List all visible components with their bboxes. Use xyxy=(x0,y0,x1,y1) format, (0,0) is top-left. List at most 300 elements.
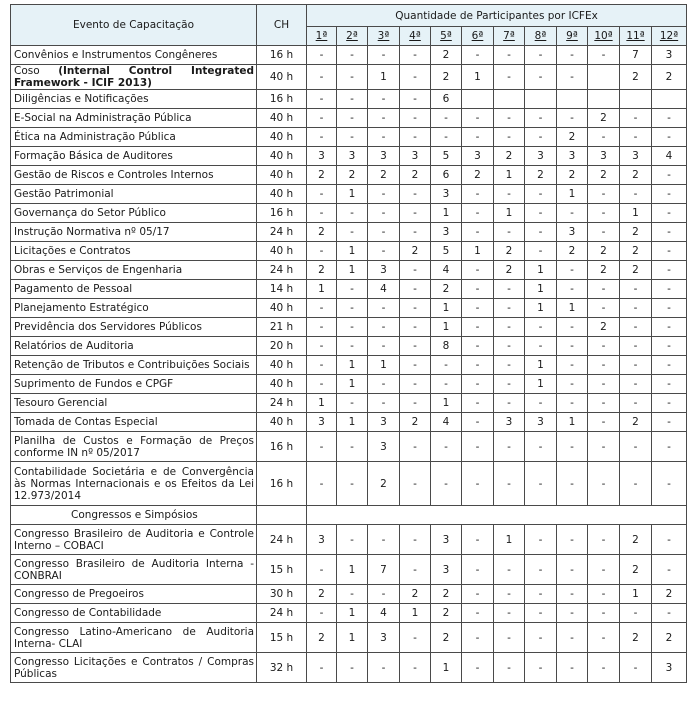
workload-cell: 20 h xyxy=(257,337,307,356)
participants-cell: - xyxy=(307,185,337,204)
event-cell: Congresso Licitações e Contratos / Compras Públicas xyxy=(11,653,257,683)
workload-cell: 15 h xyxy=(257,623,307,653)
participants-cell: 1 xyxy=(431,653,462,683)
participants-cell: 1 xyxy=(620,585,652,604)
participants-cell: 1 xyxy=(337,623,368,653)
header-icfex-2 xyxy=(337,27,368,46)
participants-cell: 3 xyxy=(462,147,494,166)
participants-cell: - xyxy=(368,242,400,261)
participants-cell: 2 xyxy=(588,261,620,280)
header-ch: CH xyxy=(257,5,307,46)
participants-cell: 3 xyxy=(368,413,400,432)
participants-cell: - xyxy=(525,604,557,623)
participants-cell: - xyxy=(557,432,588,462)
participants-cell: 3 xyxy=(307,525,337,555)
participants-cell: - xyxy=(307,462,337,506)
participants-cell: - xyxy=(557,356,588,375)
participants-cell: - xyxy=(368,299,400,318)
participants-cell: - xyxy=(337,46,368,65)
participants-cell xyxy=(588,90,620,109)
participants-cell: 7 xyxy=(620,46,652,65)
participants-cell: - xyxy=(494,109,525,128)
participants-cell: 2 xyxy=(620,623,652,653)
participants-cell: - xyxy=(400,46,431,65)
participants-cell: - xyxy=(368,375,400,394)
workload-cell: 16 h xyxy=(257,90,307,109)
participants-cell: 3 xyxy=(400,147,431,166)
participants-cell: - xyxy=(557,204,588,223)
participants-cell: 2 xyxy=(368,166,400,185)
participants-cell: - xyxy=(588,337,620,356)
participants-cell: - xyxy=(462,299,494,318)
participants-cell: 1 xyxy=(368,356,400,375)
participants-cell: 3 xyxy=(337,147,368,166)
participants-cell: - xyxy=(557,280,588,299)
participants-cell: 3 xyxy=(368,261,400,280)
participants-cell: - xyxy=(494,653,525,683)
participants-cell: - xyxy=(307,356,337,375)
table-row xyxy=(11,462,687,506)
participants-cell: - xyxy=(400,375,431,394)
table-row xyxy=(11,65,687,90)
participants-cell: - xyxy=(652,204,687,223)
participants-cell: - xyxy=(462,185,494,204)
participants-cell: 2 xyxy=(620,261,652,280)
participants-cell: - xyxy=(337,128,368,147)
workload-cell: 16 h xyxy=(257,462,307,506)
participants-cell: - xyxy=(588,185,620,204)
participants-cell: - xyxy=(462,623,494,653)
participants-cell: - xyxy=(525,462,557,506)
participants-cell: - xyxy=(462,109,494,128)
event-cell: Relatórios de Auditoria xyxy=(11,337,257,356)
table-row xyxy=(11,525,687,555)
participants-cell: 2 xyxy=(525,166,557,185)
participants-cell: - xyxy=(307,65,337,90)
participants-cell: 8 xyxy=(431,337,462,356)
participants-cell: 1 xyxy=(337,261,368,280)
participants-cell: 1 xyxy=(307,280,337,299)
participants-cell: 2 xyxy=(652,623,687,653)
event-cell: Suprimento de Fundos e CPGF xyxy=(11,375,257,394)
participants-cell: - xyxy=(494,223,525,242)
workload-cell: 40 h xyxy=(257,413,307,432)
event-cell: Planilha de Custos e Formação de Preços conforme IN nº 05/2017 xyxy=(11,432,257,462)
participants-cell: 5 xyxy=(431,147,462,166)
participants-cell: 1 xyxy=(337,555,368,585)
participants-cell: - xyxy=(462,653,494,683)
table-row xyxy=(11,318,687,337)
participants-cell: 4 xyxy=(368,280,400,299)
header-icfex-1 xyxy=(307,27,337,46)
participants-cell: - xyxy=(652,242,687,261)
participants-cell: 4 xyxy=(431,413,462,432)
participants-cell: - xyxy=(494,623,525,653)
participants-cell: - xyxy=(307,90,337,109)
participants-cell: 2 xyxy=(431,46,462,65)
participants-cell: - xyxy=(494,46,525,65)
participants-cell: - xyxy=(525,204,557,223)
participants-cell: - xyxy=(337,653,368,683)
participants-cell: 2 xyxy=(337,166,368,185)
table-row xyxy=(11,337,687,356)
workload-cell: 24 h xyxy=(257,261,307,280)
participants-cell: - xyxy=(307,555,337,585)
participants-cell: - xyxy=(400,204,431,223)
participants-cell: 2 xyxy=(494,242,525,261)
participants-cell: - xyxy=(337,318,368,337)
participants-cell: - xyxy=(337,299,368,318)
participants-cell: - xyxy=(557,653,588,683)
participants-cell: - xyxy=(337,462,368,506)
participants-cell: - xyxy=(337,585,368,604)
participants-cell: 2 xyxy=(588,318,620,337)
participants-cell: - xyxy=(620,318,652,337)
participants-cell: - xyxy=(557,65,588,90)
header-icfex-11 xyxy=(620,27,652,46)
header-icfex-9 xyxy=(557,27,588,46)
participants-cell: - xyxy=(588,413,620,432)
participants-cell: - xyxy=(462,356,494,375)
participants-cell: - xyxy=(525,432,557,462)
participants-cell: - xyxy=(557,109,588,128)
participants-cell: - xyxy=(588,462,620,506)
event-cell: Gestão Patrimonial xyxy=(11,185,257,204)
participants-cell: - xyxy=(307,337,337,356)
participants-cell: - xyxy=(557,462,588,506)
participants-cell: 2 xyxy=(431,585,462,604)
event-cell xyxy=(11,65,257,90)
participants-cell: - xyxy=(588,623,620,653)
participants-cell: - xyxy=(368,46,400,65)
participants-cell: - xyxy=(652,128,687,147)
participants-cell xyxy=(620,90,652,109)
participants-cell: 2 xyxy=(620,166,652,185)
participants-cell: 1 xyxy=(337,356,368,375)
participants-cell xyxy=(652,90,687,109)
participants-cell: - xyxy=(652,261,687,280)
workload-cell: 15 h xyxy=(257,555,307,585)
participants-cell: 1 xyxy=(525,280,557,299)
participants-cell: 3 xyxy=(368,623,400,653)
event-cell: Convênios e Instrumentos Congêneres xyxy=(11,46,257,65)
participants-cell: 1 xyxy=(557,185,588,204)
participants-cell: - xyxy=(588,299,620,318)
participants-cell: - xyxy=(652,280,687,299)
participants-cell: 1 xyxy=(431,394,462,413)
header-icfex-12 xyxy=(652,27,687,46)
participants-cell: - xyxy=(620,299,652,318)
participants-cell: - xyxy=(588,585,620,604)
participants-cell: - xyxy=(400,623,431,653)
participants-cell: - xyxy=(588,280,620,299)
participants-cell: - xyxy=(494,585,525,604)
participants-cell: - xyxy=(557,585,588,604)
workload-cell: 16 h xyxy=(257,46,307,65)
table-row xyxy=(11,109,687,128)
participants-cell: - xyxy=(462,555,494,585)
header-icfex-label: 9ª xyxy=(566,30,578,42)
participants-cell: 4 xyxy=(431,261,462,280)
participants-cell: - xyxy=(588,204,620,223)
participants-cell: 2 xyxy=(368,462,400,506)
participants-cell: - xyxy=(462,394,494,413)
participants-table-sheet xyxy=(10,4,686,683)
participants-cell: 2 xyxy=(557,242,588,261)
participants-cell: - xyxy=(462,375,494,394)
table-row xyxy=(11,147,687,166)
participants-cell: - xyxy=(525,223,557,242)
participants-cell: - xyxy=(307,375,337,394)
table-row xyxy=(11,604,687,623)
header-icfex-8 xyxy=(525,27,557,46)
participants-cell: - xyxy=(588,653,620,683)
participants-cell xyxy=(588,65,620,90)
participants-cell: - xyxy=(494,128,525,147)
participants-cell: 1 xyxy=(557,299,588,318)
workload-cell: 24 h xyxy=(257,525,307,555)
participants-cell: 2 xyxy=(494,147,525,166)
participants-cell: - xyxy=(494,318,525,337)
event-cell: Pagamento de Pessoal xyxy=(11,280,257,299)
event-cell: Congresso de Pregoeiros xyxy=(11,585,257,604)
participants-cell: - xyxy=(652,604,687,623)
participants-cell: - xyxy=(462,318,494,337)
participants-cell: - xyxy=(557,375,588,394)
event-cell: Diligências e Notificações xyxy=(11,90,257,109)
participants-cell: - xyxy=(525,585,557,604)
participants-cell: - xyxy=(525,128,557,147)
workload-cell: 16 h xyxy=(257,204,307,223)
event-cell: Tesouro Gerencial xyxy=(11,394,257,413)
header-icfex-5 xyxy=(431,27,462,46)
participants-cell: 1 xyxy=(494,204,525,223)
participants-cell: 3 xyxy=(431,223,462,242)
participants-cell: 2 xyxy=(462,166,494,185)
header-icfex-label: 6ª xyxy=(471,30,484,42)
section-ch-empty xyxy=(257,506,307,525)
participants-cell: - xyxy=(368,204,400,223)
participants-cell: - xyxy=(557,394,588,413)
participants-cell: - xyxy=(557,604,588,623)
participants-cell: 3 xyxy=(588,147,620,166)
participants-cell: - xyxy=(400,432,431,462)
workload-cell: 40 h xyxy=(257,356,307,375)
participants-cell: - xyxy=(620,337,652,356)
participants-cell: - xyxy=(652,356,687,375)
participants-cell: - xyxy=(525,394,557,413)
participants-cell: 2 xyxy=(588,109,620,128)
event-cell: Congresso Latino-Americano de Auditoria Interna- CLAI xyxy=(11,623,257,653)
participants-cell: 3 xyxy=(431,185,462,204)
participants-cell: 3 xyxy=(431,555,462,585)
participants-cell: - xyxy=(525,318,557,337)
header-icfex-label: 5ª xyxy=(440,30,452,42)
participants-cell: - xyxy=(588,432,620,462)
participants-cell: 1 xyxy=(620,204,652,223)
table-row xyxy=(11,46,687,65)
participants-cell: 1 xyxy=(525,375,557,394)
event-name: Coso xyxy=(14,65,59,77)
participants-cell: 2 xyxy=(557,166,588,185)
participants-cell xyxy=(494,90,525,109)
participants-cell: - xyxy=(368,90,400,109)
workload-cell: 21 h xyxy=(257,318,307,337)
header-icfex-6 xyxy=(462,27,494,46)
header-icfex-label: 10ª xyxy=(594,30,613,42)
table-row xyxy=(11,585,687,604)
participants-cell: - xyxy=(652,299,687,318)
participants-cell: 2 xyxy=(307,166,337,185)
participants-cell: - xyxy=(368,394,400,413)
event-cell: Licitações e Contratos xyxy=(11,242,257,261)
participants-cell: - xyxy=(462,525,494,555)
table-row xyxy=(11,128,687,147)
participants-cell: - xyxy=(620,128,652,147)
participants-cell: - xyxy=(337,432,368,462)
participants-cell: - xyxy=(557,337,588,356)
participants-cell: - xyxy=(494,356,525,375)
participants-cell: 1 xyxy=(337,604,368,623)
participants-cell: - xyxy=(588,223,620,242)
participants-cell: - xyxy=(525,185,557,204)
table-row xyxy=(11,280,687,299)
header-icfex-4 xyxy=(400,27,431,46)
header-icfex-3 xyxy=(368,27,400,46)
event-cell: Previdência dos Servidores Públicos xyxy=(11,318,257,337)
workload-cell: 24 h xyxy=(257,394,307,413)
participants-cell: 2 xyxy=(652,585,687,604)
participants-cell: - xyxy=(400,261,431,280)
participants-cell: - xyxy=(557,261,588,280)
workload-cell: 40 h xyxy=(257,185,307,204)
participants-cell: 1 xyxy=(462,242,494,261)
participants-cell: 1 xyxy=(400,604,431,623)
participants-cell: - xyxy=(620,462,652,506)
participants-cell: 3 xyxy=(368,432,400,462)
table-row xyxy=(11,261,687,280)
participants-cell: 3 xyxy=(525,413,557,432)
participants-cell: - xyxy=(462,432,494,462)
participants-cell: - xyxy=(400,223,431,242)
workload-cell: 24 h xyxy=(257,604,307,623)
participants-cell: - xyxy=(431,356,462,375)
participants-cell: 1 xyxy=(494,525,525,555)
participants-cell: - xyxy=(620,653,652,683)
participants-cell: - xyxy=(337,394,368,413)
table-row xyxy=(11,653,687,683)
participants-cell: - xyxy=(525,525,557,555)
participants-cell: - xyxy=(368,525,400,555)
participants-cell: - xyxy=(431,128,462,147)
participants-cell: - xyxy=(652,337,687,356)
participants-cell: - xyxy=(620,280,652,299)
participants-cell: - xyxy=(307,46,337,65)
participants-cell: - xyxy=(462,46,494,65)
table-row xyxy=(11,413,687,432)
participants-cell: 2 xyxy=(400,413,431,432)
participants-cell: 2 xyxy=(620,242,652,261)
participants-cell: 2 xyxy=(400,166,431,185)
event-cell: Gestão de Riscos e Controles Internos xyxy=(11,166,257,185)
participants-cell: - xyxy=(307,204,337,223)
participants-cell: 1 xyxy=(494,166,525,185)
participants-cell: 1 xyxy=(307,394,337,413)
participants-cell: 1 xyxy=(337,242,368,261)
participants-cell: - xyxy=(494,337,525,356)
participants-cell: - xyxy=(462,462,494,506)
participants-cell: - xyxy=(494,375,525,394)
participants-cell: - xyxy=(620,394,652,413)
participants-cell: 6 xyxy=(431,166,462,185)
participants-cell: - xyxy=(462,585,494,604)
participants-cell: - xyxy=(400,185,431,204)
table-row xyxy=(11,356,687,375)
participants-cell: - xyxy=(400,653,431,683)
participants-cell: - xyxy=(337,223,368,242)
participants-cell: - xyxy=(494,185,525,204)
participants-cell: 2 xyxy=(588,242,620,261)
participants-cell: 4 xyxy=(368,604,400,623)
participants-cell: - xyxy=(307,318,337,337)
participants-cell: - xyxy=(400,555,431,585)
participants-cell: - xyxy=(557,46,588,65)
participants-cell: 5 xyxy=(431,242,462,261)
participants-cell: 3 xyxy=(557,147,588,166)
participants-cell: - xyxy=(652,166,687,185)
participants-cell: - xyxy=(307,128,337,147)
participants-cell: - xyxy=(588,525,620,555)
header-icfex-7 xyxy=(494,27,525,46)
table-row xyxy=(11,299,687,318)
participants-cell: - xyxy=(620,604,652,623)
participants-cell: - xyxy=(588,375,620,394)
participants-cell: - xyxy=(307,653,337,683)
header-icfex-10 xyxy=(588,27,620,46)
workload-cell: 40 h xyxy=(257,147,307,166)
header-icfex-label: 3ª xyxy=(377,30,390,42)
workload-cell: 40 h xyxy=(257,242,307,261)
participants-cell: 2 xyxy=(307,623,337,653)
header-icfex-label: 1ª xyxy=(315,30,328,42)
workload-cell: 40 h xyxy=(257,299,307,318)
table-row xyxy=(11,555,687,585)
participants-cell: - xyxy=(525,109,557,128)
participants-cell: 1 xyxy=(525,299,557,318)
workload-cell: 40 h xyxy=(257,375,307,394)
participants-cell: - xyxy=(462,204,494,223)
participants-cell: - xyxy=(462,604,494,623)
table-row xyxy=(11,375,687,394)
participants-cell: 3 xyxy=(652,653,687,683)
participants-cell: - xyxy=(620,109,652,128)
workload-cell: 40 h xyxy=(257,166,307,185)
participants-cell: - xyxy=(494,432,525,462)
participants-cell: 6 xyxy=(431,90,462,109)
participants-cell: - xyxy=(494,280,525,299)
workload-cell: 14 h xyxy=(257,280,307,299)
participants-cell: - xyxy=(652,525,687,555)
participants-cell: 2 xyxy=(620,223,652,242)
event-cell: Governança do Setor Público xyxy=(11,204,257,223)
participants-cell: - xyxy=(400,462,431,506)
workload-cell: 24 h xyxy=(257,223,307,242)
workload-cell: 32 h xyxy=(257,653,307,683)
participants-cell: 2 xyxy=(588,166,620,185)
header-icfex-label: 4ª xyxy=(409,30,421,42)
participants-cell: - xyxy=(431,462,462,506)
participants-cell: - xyxy=(557,318,588,337)
